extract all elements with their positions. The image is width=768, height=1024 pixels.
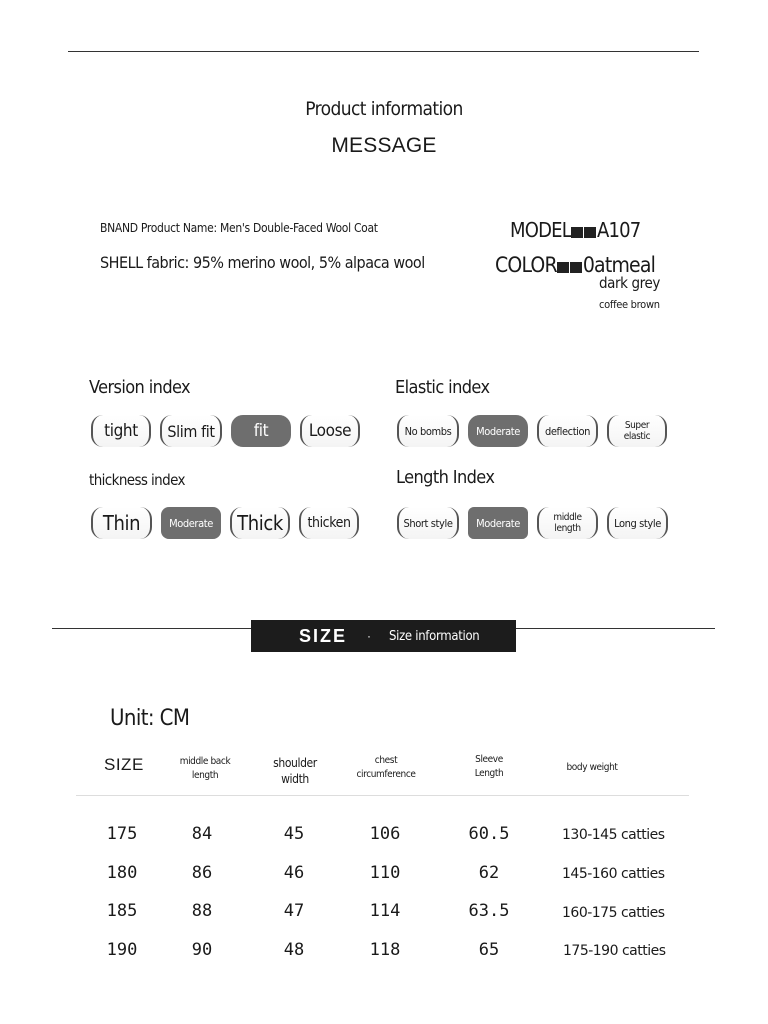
model-line [510, 218, 640, 242]
cell-shoulder: 46 [283, 863, 305, 883]
cell-back-length: 84 [191, 824, 213, 844]
thickness-option-thin: Thin [91, 507, 152, 539]
missing-glyph-icon [557, 262, 569, 273]
cell-sleeve: 63.5 [468, 901, 510, 921]
cell-back-length: 90 [191, 940, 213, 960]
cell-back-length: 86 [191, 863, 213, 883]
missing-glyph-icon [571, 227, 583, 238]
version-index-title: Version index [89, 377, 191, 398]
color-value-3: coffee brown [599, 298, 660, 311]
missing-glyph-icon [570, 262, 582, 273]
cell-shoulder: 48 [283, 940, 305, 960]
length-option-moderate: Moderate [468, 507, 528, 539]
version-option-slim-fit: Slim fit [160, 415, 222, 447]
cell-shoulder: 47 [283, 901, 305, 921]
top-divider [68, 51, 699, 52]
elastic-option-super-elastic: Super elastic [607, 415, 667, 447]
version-option-fit: fit [231, 415, 291, 447]
elastic-index-title: Elastic index [395, 377, 490, 398]
thickness-option-thicken: thicken [299, 507, 359, 539]
size-banner-dot: · [367, 629, 372, 643]
table-header-shoulder-width: shoulder width [273, 756, 317, 786]
thickness-index-title: thickness index [89, 471, 185, 489]
cell-shoulder: 45 [283, 824, 305, 844]
table-header-chest: chest circumference [356, 755, 416, 780]
missing-glyph-icon [584, 227, 596, 238]
length-option-middle-length: middle length [537, 507, 598, 539]
cell-weight: 130-145 catties [562, 827, 665, 843]
cell-sleeve: 62 [478, 863, 500, 883]
length-index-options [397, 507, 668, 539]
size-banner [251, 620, 516, 652]
elastic-option-no-bombs: No bombs [397, 415, 459, 447]
color-value-1: 0atmeal [582, 253, 656, 277]
model-label: MODEL [510, 218, 571, 242]
section-subtitle: MESSAGE [331, 134, 437, 157]
cell-sleeve: 60.5 [468, 824, 510, 844]
version-index-options [91, 415, 360, 447]
table-header-sleeve-length: Sleeve Length [474, 754, 504, 779]
table-header-body-weight: body weight [566, 762, 618, 773]
size-banner-sublabel: Size information [389, 628, 480, 644]
table-header-size: SIZE [104, 755, 144, 774]
cell-weight: 160-175 catties [562, 905, 665, 921]
length-index-title: Length Index [396, 467, 495, 488]
cell-weight: 145-160 catties [562, 866, 665, 882]
cell-chest: 106 [369, 824, 401, 844]
elastic-index-options [397, 415, 667, 447]
product-name: BNAND Product Name: Men's Double-Faced Wool Coat [100, 221, 378, 235]
cell-chest: 114 [369, 901, 401, 921]
color-label: COLOR [495, 253, 557, 277]
cell-size: 190 [106, 940, 138, 960]
cell-weight: 175-190 catties [563, 943, 666, 959]
cell-back-length: 88 [191, 901, 213, 921]
section-title: Product information [305, 98, 463, 120]
version-option-tight: tight [91, 415, 151, 447]
table-header-divider [76, 795, 689, 796]
shell-fabric: SHELL fabric: 95% merino wool, 5% alpaca wool [100, 253, 425, 272]
cell-chest: 110 [369, 863, 401, 883]
length-option-short-style: Short style [397, 507, 459, 539]
version-option-loose: Loose [300, 415, 360, 447]
cell-size: 185 [106, 901, 138, 921]
unit-label: Unit: CM [110, 706, 190, 731]
elastic-option-deflection: deflection [537, 415, 598, 447]
cell-chest: 118 [369, 940, 401, 960]
thickness-index-options [91, 507, 359, 539]
cell-sleeve: 65 [478, 940, 500, 960]
size-banner-label: SIZE [299, 625, 348, 646]
model-value: A107 [596, 218, 641, 242]
table-header-back-length: middle back length [179, 756, 231, 781]
elastic-option-moderate: Moderate [468, 415, 528, 447]
thickness-option-thick: Thick [230, 507, 290, 539]
color-value-2: dark grey [599, 274, 660, 292]
length-option-long-style: Long style [607, 507, 668, 539]
cell-size: 175 [106, 824, 138, 844]
cell-size: 180 [106, 863, 138, 883]
thickness-option-moderate: Moderate [161, 507, 221, 539]
